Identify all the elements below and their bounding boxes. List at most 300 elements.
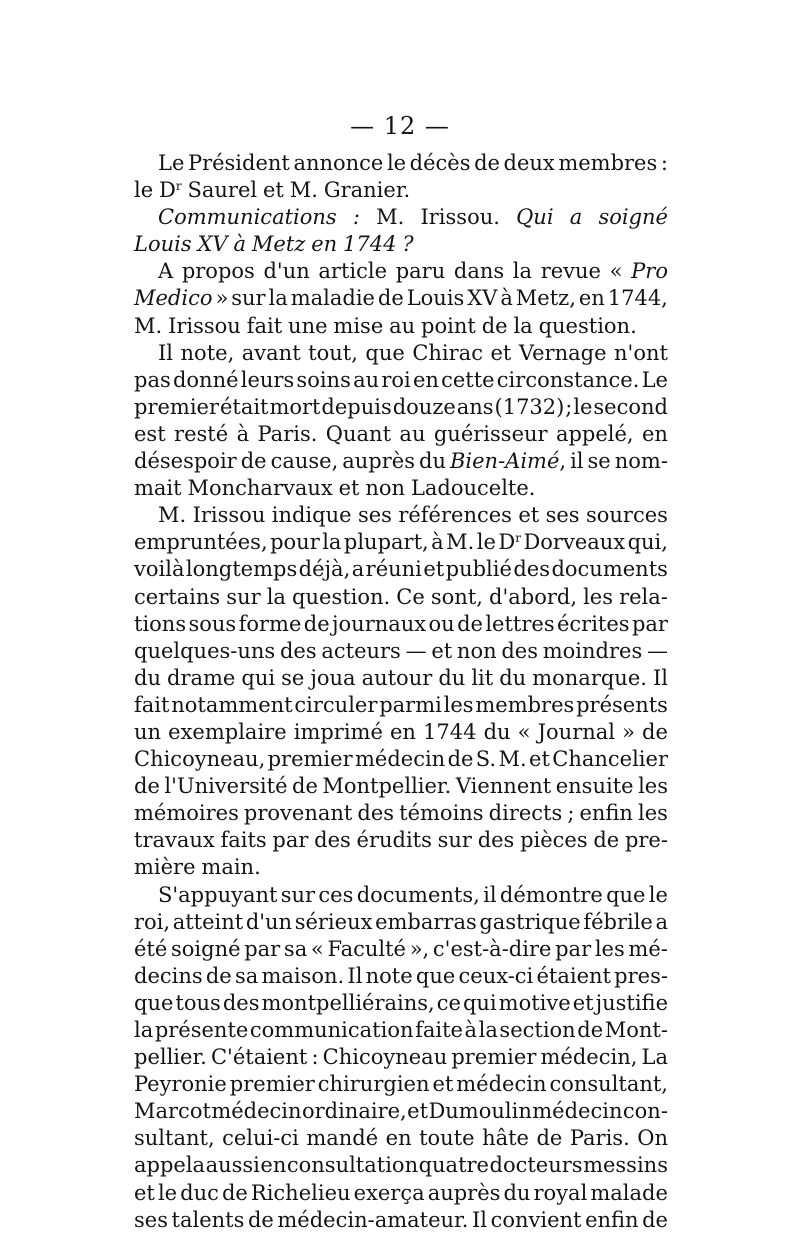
word: premier <box>267 747 353 772</box>
word: mière <box>134 855 196 880</box>
word: notamment <box>171 692 293 717</box>
word: désespoir <box>134 449 237 474</box>
word: décès <box>409 151 471 175</box>
word: $D^r$ <box>498 530 521 555</box>
word: ; <box>565 394 573 419</box>
text-line <box>134 584 668 611</box>
word: que <box>415 963 456 988</box>
word: ses <box>545 503 580 528</box>
word: de <box>474 151 500 175</box>
word: Il <box>472 1207 488 1232</box>
word: et <box>263 178 284 203</box>
word: faits <box>220 828 267 853</box>
text-line <box>134 502 668 529</box>
word: ordinaire, <box>301 1099 407 1124</box>
word: forme <box>238 611 302 636</box>
word: maladie <box>290 286 375 311</box>
text-line <box>134 1152 668 1179</box>
word: de <box>303 611 330 636</box>
text-line <box>134 611 668 638</box>
word: communication <box>249 1018 414 1042</box>
word: et <box>572 990 594 1015</box>
text-line <box>134 313 668 340</box>
word: premier <box>451 1045 537 1070</box>
word: Moncharvaux <box>187 476 333 501</box>
word: » <box>215 286 229 311</box>
word: celui-ci <box>222 1126 299 1151</box>
text-line <box>134 800 668 827</box>
word: Le <box>158 151 185 175</box>
text-line <box>134 150 668 177</box>
word: Chirac <box>412 340 483 365</box>
word: avant <box>241 340 301 365</box>
word: sa <box>283 936 308 961</box>
word: pellier. <box>134 1045 207 1070</box>
word: section <box>499 1018 576 1042</box>
word: a <box>351 557 365 582</box>
word: premier <box>134 394 220 419</box>
word: Chicoyneau <box>322 1045 448 1070</box>
word: références <box>398 503 512 528</box>
word: Louis <box>134 232 192 257</box>
word: de <box>593 828 620 853</box>
word: On <box>637 1126 668 1151</box>
word: et <box>431 638 453 663</box>
word: de <box>292 774 318 799</box>
word: des <box>513 557 551 582</box>
word: et <box>529 747 550 772</box>
word: 1744, <box>607 286 668 311</box>
word: lit <box>471 665 494 690</box>
word: mort <box>269 394 321 419</box>
word: été <box>134 936 168 961</box>
word: exerça <box>353 1180 425 1205</box>
word: soigné <box>170 936 241 961</box>
word: voilà <box>134 557 185 582</box>
word: pre- <box>624 828 668 853</box>
word: messins <box>583 1153 668 1178</box>
word: fait <box>246 313 283 338</box>
word: documents <box>551 557 668 582</box>
word: publié <box>445 557 512 582</box>
word: sont, <box>430 584 483 609</box>
word: gastrique <box>479 909 581 934</box>
word: tous <box>175 990 221 1015</box>
word: imprimé <box>293 719 383 744</box>
word: 1744 <box>343 232 397 257</box>
word: douze <box>392 394 456 419</box>
word: pres- <box>614 963 668 988</box>
word: donné <box>172 367 239 392</box>
word: resté <box>174 421 229 446</box>
word: dans <box>453 259 505 284</box>
word: étaient <box>536 963 611 988</box>
word: Il <box>158 340 174 365</box>
word: le <box>648 882 668 907</box>
word: Louis <box>406 286 465 311</box>
word: par <box>244 936 281 961</box>
word: qui, <box>627 530 668 555</box>
word: un <box>134 719 162 744</box>
text-line <box>134 665 668 692</box>
word: ses <box>134 1207 168 1232</box>
word: Saurel <box>187 178 258 203</box>
word: annonce <box>293 151 384 175</box>
word: Marcot <box>134 1099 211 1124</box>
word: Peyronie <box>134 1072 227 1097</box>
word: à <box>431 530 444 555</box>
word: témoins <box>399 801 484 826</box>
text-line <box>134 1098 668 1125</box>
text-line <box>134 638 668 665</box>
word: la <box>478 1018 498 1042</box>
word: « <box>310 936 324 961</box>
word: médecin <box>211 1099 302 1124</box>
word: Faculté <box>327 936 406 961</box>
word: qui <box>462 990 497 1015</box>
word: » <box>622 719 635 744</box>
word: de <box>536 1126 563 1151</box>
word: médecin <box>456 1072 547 1097</box>
word: talents <box>171 1207 245 1232</box>
word: médecin <box>354 747 446 772</box>
word: provenant <box>243 801 353 826</box>
word: S'appuyant <box>158 882 278 907</box>
page-number: — 12 — <box>350 112 450 140</box>
word: Chicoyneau, <box>134 747 266 772</box>
word: de <box>457 611 483 636</box>
text-line <box>134 1125 668 1152</box>
text-line <box>134 719 668 746</box>
word: montpelliérains, <box>261 990 435 1015</box>
word: paru <box>395 259 446 284</box>
word: en <box>642 421 668 446</box>
word: se <box>587 449 611 474</box>
word: Viennent <box>455 774 552 799</box>
text-line <box>134 340 668 367</box>
word: M. <box>498 747 527 772</box>
word: « <box>609 259 623 284</box>
word: Mont- <box>604 1018 668 1042</box>
word: auprès <box>342 449 415 474</box>
word: La <box>641 1045 668 1070</box>
word: M. <box>289 178 318 203</box>
word: : <box>352 205 360 230</box>
word: circuler <box>294 692 378 717</box>
word: lettres <box>485 611 555 636</box>
word: (1732) <box>494 394 565 419</box>
text-line <box>134 258 668 285</box>
text-line <box>134 692 668 719</box>
word: des <box>314 828 351 853</box>
word: ou <box>428 611 455 636</box>
word: », <box>409 936 430 961</box>
word: à <box>500 286 513 311</box>
word: membres <box>558 151 658 175</box>
word: à <box>233 232 247 257</box>
word: du <box>134 665 161 690</box>
word: sérieux <box>294 909 373 934</box>
word: du <box>503 1180 531 1205</box>
word: en <box>578 286 605 311</box>
word: de <box>205 963 232 988</box>
word: joua <box>310 665 356 690</box>
word: Quant <box>325 421 392 446</box>
word: membres <box>475 692 575 717</box>
word: de <box>247 1207 274 1232</box>
text-line <box>134 177 668 204</box>
word: la <box>322 530 342 555</box>
word: de <box>577 1018 604 1042</box>
word: du <box>483 719 511 744</box>
word: enfin <box>579 801 633 826</box>
text-line <box>134 773 668 800</box>
word: tions <box>134 611 187 636</box>
word: en <box>390 719 416 744</box>
word: du <box>438 665 466 690</box>
word: l'Université <box>164 774 288 799</box>
word: plupart, <box>343 530 429 555</box>
word: justifie <box>595 990 668 1015</box>
word: cause, <box>270 449 339 474</box>
text-line <box>134 827 668 854</box>
word: les <box>443 692 474 717</box>
word: drame <box>167 665 236 690</box>
word: Pro <box>631 259 668 284</box>
word: le <box>476 530 496 555</box>
word: Chancelier <box>552 747 668 772</box>
word: decins <box>134 963 203 988</box>
word: par <box>631 611 668 636</box>
word: de <box>221 1180 248 1205</box>
word: certains <box>134 584 221 609</box>
word: guérisseur <box>433 421 548 446</box>
word: soins <box>296 367 351 392</box>
word: note <box>365 963 413 988</box>
word: des <box>357 801 395 826</box>
word: Medico <box>134 286 213 311</box>
word: que <box>365 340 405 365</box>
word: il <box>483 882 497 907</box>
word: Granier. <box>323 178 411 203</box>
word: médecin-amateur. <box>277 1207 469 1232</box>
word: : <box>311 1045 319 1070</box>
word: non <box>456 638 497 663</box>
text-line <box>134 367 668 394</box>
word: déjà, <box>298 557 351 582</box>
word: que <box>606 882 646 907</box>
word: se <box>281 665 305 690</box>
word: S. <box>475 747 497 772</box>
word: circonstance. <box>496 367 640 392</box>
word: roi, <box>134 909 171 934</box>
word: exemplaire <box>168 719 287 744</box>
word: mémoires <box>134 801 239 826</box>
word: ; <box>567 801 575 826</box>
text-line <box>134 394 668 421</box>
word: réuni <box>365 557 422 582</box>
text-line <box>134 204 668 231</box>
word: en <box>260 1153 287 1178</box>
word: Ladoucelte. <box>410 476 536 501</box>
word: premier <box>229 1072 315 1097</box>
word: de <box>642 719 668 744</box>
word: fait <box>134 692 170 717</box>
text-line <box>134 231 668 258</box>
word: que <box>134 990 174 1015</box>
word: au <box>389 313 416 338</box>
text-line <box>134 936 668 963</box>
word: en <box>412 367 439 392</box>
word: moindres <box>542 638 643 663</box>
word: de <box>642 1207 668 1232</box>
word: par <box>555 936 592 961</box>
word: sa <box>234 963 259 988</box>
word: pour <box>270 530 320 555</box>
word: XV <box>467 286 498 311</box>
word: longtemps <box>185 557 298 582</box>
word: mait <box>134 476 182 501</box>
word: et <box>134 1180 155 1205</box>
word: au <box>399 421 426 446</box>
word: Journal <box>537 719 615 744</box>
word: documents, <box>356 882 480 907</box>
word: quelques-uns <box>134 638 276 663</box>
word: acteurs <box>321 638 401 663</box>
word: de <box>240 449 267 474</box>
word: Metz <box>251 232 306 257</box>
word: sous <box>188 611 237 636</box>
text-line <box>134 854 668 881</box>
word: travaux <box>134 828 215 853</box>
word: mé- <box>628 936 668 961</box>
text-line <box>134 1044 668 1071</box>
word: en <box>385 1126 412 1151</box>
text-line <box>134 475 668 502</box>
word: Irissou <box>192 503 266 528</box>
text-line <box>134 1207 668 1234</box>
word: à <box>236 421 250 446</box>
word: érudits <box>356 828 432 853</box>
word: médecin, <box>540 1045 638 1070</box>
word: une <box>288 313 328 338</box>
word: la <box>266 584 286 609</box>
word: consultation <box>286 1153 419 1178</box>
word: la <box>268 286 288 311</box>
word: Le <box>641 367 668 392</box>
word: ce <box>436 990 461 1015</box>
word: nom- <box>614 449 668 474</box>
word: sources <box>585 503 668 528</box>
body-text <box>134 150 668 1234</box>
word: Richelieu <box>250 1180 351 1205</box>
word: Metz, <box>515 286 576 311</box>
text-line <box>134 556 668 583</box>
text-line <box>134 529 668 556</box>
word: ces <box>318 882 354 907</box>
word: il <box>570 449 584 474</box>
word: ensuite <box>555 774 634 799</box>
word: depuis <box>321 394 392 419</box>
word: de <box>377 286 404 311</box>
word: soigné <box>598 205 668 230</box>
word: le <box>386 151 407 175</box>
word: et <box>423 557 445 582</box>
word: et <box>432 1072 454 1097</box>
word: Qui <box>516 205 554 230</box>
word: parmi <box>379 692 442 717</box>
word: Dorveaux <box>523 530 626 555</box>
word: pas <box>134 367 171 392</box>
word: motive <box>498 990 571 1015</box>
word: question. <box>292 584 391 609</box>
word: Vernage <box>518 340 607 365</box>
word: embarras <box>375 909 477 934</box>
word: démontre <box>499 882 603 907</box>
word: Bien-Aimé, <box>449 449 567 474</box>
word: est <box>134 421 166 446</box>
word: par <box>272 828 309 853</box>
word: sur <box>437 828 472 853</box>
word: appelé, <box>555 421 634 446</box>
text-line <box>134 448 668 475</box>
word: médecin <box>532 1099 623 1124</box>
word: consultant, <box>549 1072 668 1097</box>
word: royal <box>533 1180 588 1205</box>
word: maison. <box>261 963 345 988</box>
word: écrites <box>556 611 630 636</box>
word: sur <box>280 882 316 907</box>
word: au <box>353 367 380 392</box>
word: : <box>660 151 668 175</box>
word: de <box>134 774 160 799</box>
word: non <box>365 476 406 501</box>
word: Montpellier. <box>322 774 452 799</box>
word: des <box>222 990 260 1015</box>
word: monarque. <box>532 665 647 690</box>
word: a <box>655 909 668 934</box>
word: présents <box>576 692 668 717</box>
word: auprès <box>427 1180 501 1205</box>
text-line <box>134 1180 668 1207</box>
word: revue <box>540 259 601 284</box>
word: sultant, <box>134 1126 215 1151</box>
word: des <box>501 638 539 663</box>
word: et <box>338 476 360 501</box>
text-line <box>134 1017 668 1044</box>
word: le <box>573 394 593 419</box>
word: mise <box>333 313 384 338</box>
word: main. <box>201 855 261 880</box>
word: second <box>593 394 668 419</box>
word: aussi <box>205 1153 260 1178</box>
text-line <box>134 882 668 909</box>
word: du <box>419 449 446 474</box>
word: faite <box>415 1018 463 1042</box>
word: A <box>158 259 174 284</box>
text-line <box>134 285 668 312</box>
word: du <box>499 665 527 690</box>
word: les <box>583 584 613 609</box>
word: ceux-ci <box>458 963 534 988</box>
word: ses <box>357 503 392 528</box>
word: XV <box>197 232 228 257</box>
word: sur <box>231 286 266 311</box>
word: convient <box>490 1207 582 1232</box>
word: sur <box>226 584 261 609</box>
word: de <box>481 313 508 338</box>
word: Ce <box>396 584 425 609</box>
